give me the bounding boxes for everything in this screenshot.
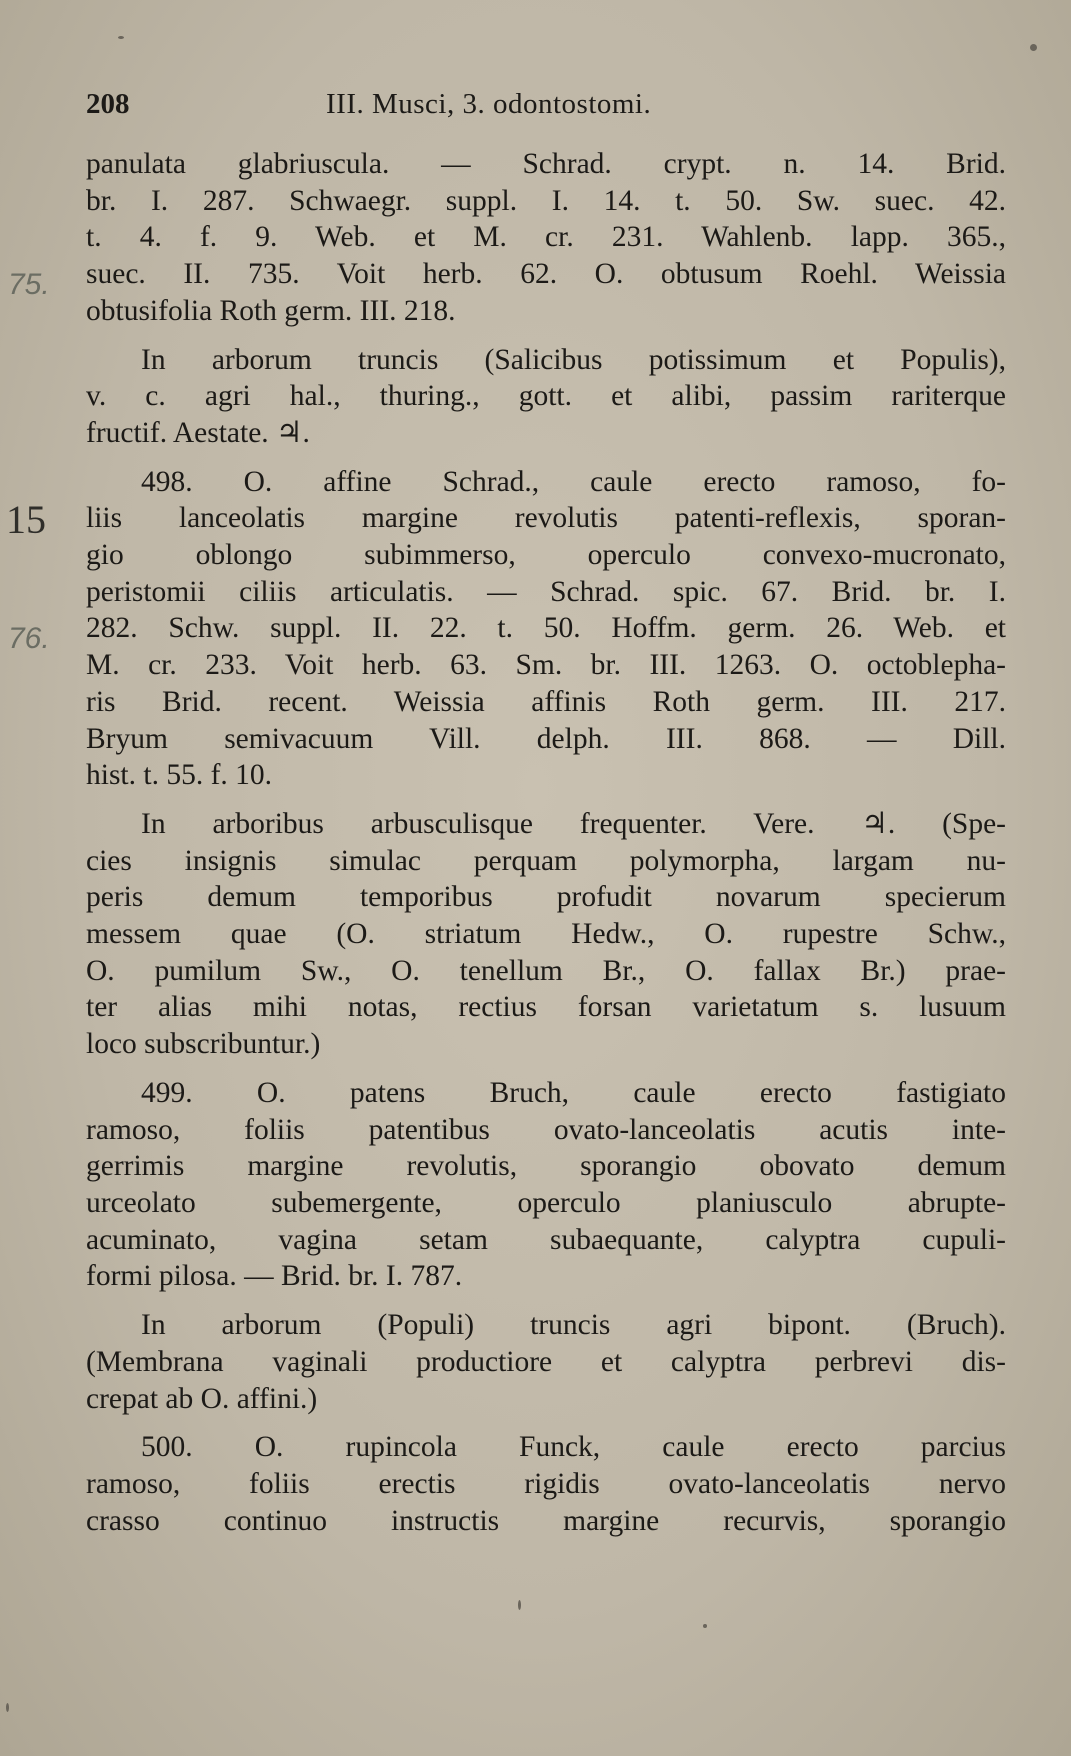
page-header xyxy=(86,88,1006,132)
text-line: In arborum (Populi) truncis agri bipont. (Bruch). xyxy=(141,1309,1006,1342)
text-line: suec. II. 735. Voit herb. 62. O. obtusum Roehl. Weissia xyxy=(86,258,1006,291)
entry-499 xyxy=(86,1075,1006,1295)
entry-500 xyxy=(86,1429,1006,1539)
running-title: III. Musci, 3. odontostomi. xyxy=(326,88,652,120)
page-body xyxy=(86,146,1006,1551)
margin-note-15: 15 xyxy=(6,497,46,542)
text-line: ter alias mihi notas, rectius forsan varietatum s. lusuum xyxy=(86,991,1006,1024)
text-line: In arboribus arbusculisque frequenter. Vere. ♃. (Spe- xyxy=(141,807,1006,840)
text-line: t. 4. f. 9. Web. et M. cr. 231. Wahlenb. lapp. 365., xyxy=(86,221,1006,254)
text-line: loco subscribuntur.) xyxy=(86,1028,321,1061)
text-line: panulata glabriuscula. — Schrad. crypt. n. 14. Brid. xyxy=(86,148,1006,180)
text-line: In arborum truncis (Salicibus potissimum et Populis), xyxy=(141,343,1006,376)
text-line: peristomii ciliis articulatis. — Schrad. spic. 67. Brid. br. I. xyxy=(86,575,1006,608)
habitat-paragraph xyxy=(86,806,1006,1063)
text-line: urceolato subemergente, operculo planiusculo abrupte- xyxy=(86,1186,1006,1219)
paper-speck xyxy=(703,1624,707,1628)
text-line: ramoso, foliis patentibus ovato-lanceolatis acutis inte- xyxy=(86,1113,1006,1146)
text-line: 498. O. affine Schrad., caule erecto ramoso, fo- xyxy=(141,465,1006,498)
page-number: 208 xyxy=(86,88,130,120)
text-line: 499. O. patens Bruch, caule erecto fastigiato xyxy=(141,1076,1006,1109)
text-line: fructif. Aestate. ♃. xyxy=(86,416,310,449)
text-line: ramoso, foliis erectis rigidis ovato-lanceolatis nervo xyxy=(86,1467,1006,1500)
paper-speck xyxy=(1030,44,1037,51)
text-line: crepat ab O. affini.) xyxy=(86,1382,318,1415)
text-line: ris Brid. recent. Weissia affinis Roth germ. III. 217. xyxy=(86,685,1006,718)
text-line: br. I. 287. Schwaegr. suppl. I. 14. t. 50. Sw. suec. 42. xyxy=(86,184,1006,217)
paper-speck xyxy=(6,1703,9,1712)
text-line: peris demum temporibus profudit novarum specierum xyxy=(86,881,1006,914)
text-line: hist. t. 55. f. 10. xyxy=(86,759,273,792)
text-line: obtusifolia Roth germ. III. 218. xyxy=(86,294,456,327)
margin-note-75: 75. xyxy=(8,268,50,301)
entry-498 xyxy=(86,464,1006,794)
text-line: cies insignis simulac perquam polymorpha, largam nu- xyxy=(86,844,1006,877)
text-line: formi pilosa. — Brid. br. I. 787. xyxy=(86,1260,463,1293)
margin-note-76: 76. xyxy=(8,622,50,655)
text-line: 500. O. rupincola Funck, caule erecto parcius xyxy=(141,1431,1006,1464)
text-line: crasso continuo instructis margine recurvis, sporangio xyxy=(86,1504,1006,1537)
text-line: 282. Schw. suppl. II. 22. t. 50. Hoffm. germ. 26. Web. et xyxy=(86,612,1006,645)
habitat-paragraph xyxy=(86,1307,1006,1417)
text-line: M. cr. 233. Voit herb. 63. Sm. br. III. 1263. O. octoblepha- xyxy=(86,649,1006,682)
paper-speck xyxy=(518,1600,521,1610)
text-line: v. c. agri hal., thuring., gott. et alibi, passim rariterque xyxy=(86,380,1006,413)
text-line: gerrimis margine revolutis, sporangio obovato demum xyxy=(86,1150,1006,1183)
paper-speck xyxy=(118,36,124,39)
text-line: gio oblongo subimmerso, operculo convexo-mucronato, xyxy=(86,539,1006,572)
text-line: liis lanceolatis margine revolutis patenti-reflexis, sporan- xyxy=(86,502,1006,535)
text-line: (Membrana vaginali productiore et calyptra perbrevi dis- xyxy=(86,1345,1006,1378)
habitat-paragraph xyxy=(86,342,1006,452)
text-line: Bryum semivacuum Vill. delph. III. 868. — Dill. xyxy=(86,722,1006,755)
text-line: messem quae (O. striatum Hedw., O. rupestre Schw., xyxy=(86,918,1006,951)
text-line: acuminato, vagina setam subaequante, calyptra cupuli- xyxy=(86,1223,1006,1256)
text-line: O. pumilum Sw., O. tenellum Br., O. fallax Br.) prae- xyxy=(86,954,1006,987)
entry-497-continuation xyxy=(86,146,1006,330)
